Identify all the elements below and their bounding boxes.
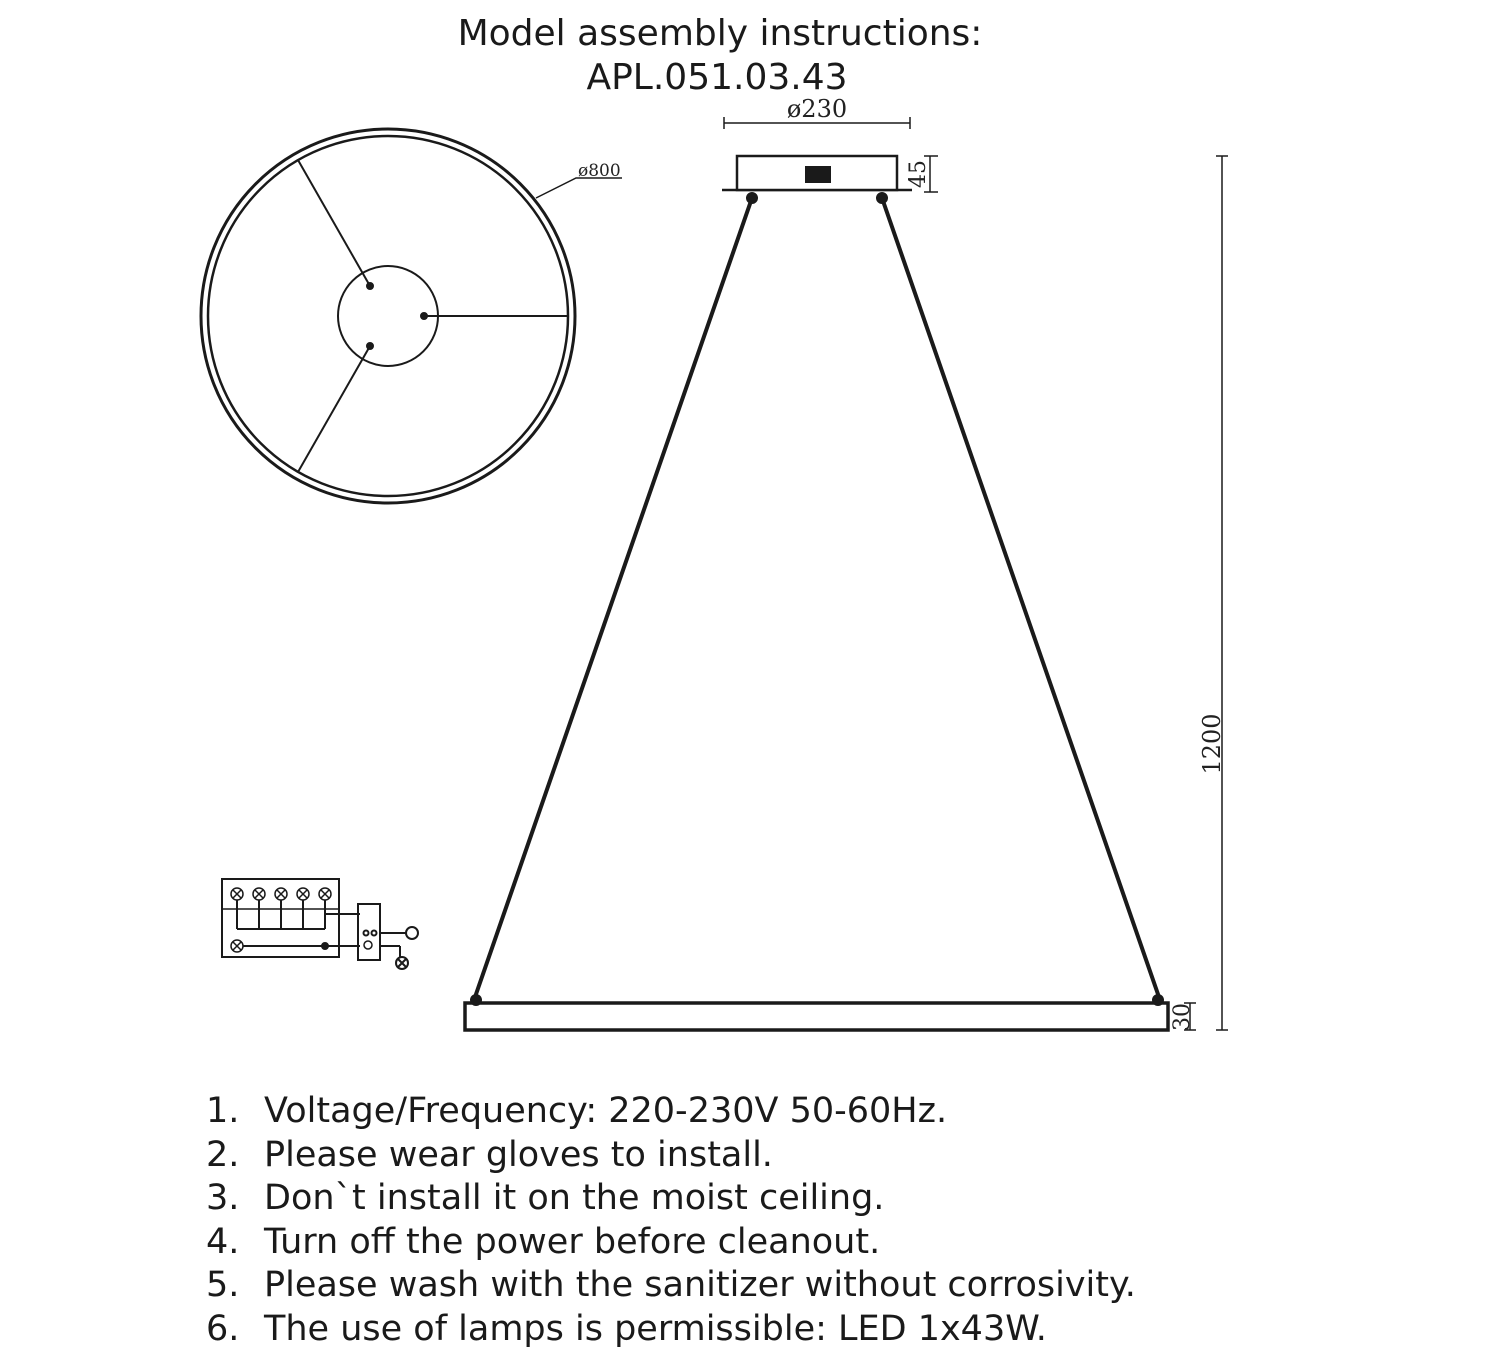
- list-item: [206, 1308, 1136, 1352]
- list-item: [206, 1134, 1136, 1178]
- list-item-number: 3.: [206, 1178, 240, 1218]
- ring-diameter-label: ø800: [578, 161, 621, 181]
- canopy-height-label: 45: [906, 160, 931, 188]
- list-item-number: 1.: [206, 1091, 240, 1131]
- list-item: [206, 1090, 1136, 1134]
- list-item-text: Please wash with the sanitizer without corrosivity.: [264, 1265, 1136, 1305]
- model-number: APL.051.03.43: [586, 57, 848, 98]
- list-item-number: 5.: [206, 1265, 240, 1305]
- height-dimension: [1184, 156, 1228, 1030]
- ring-thickness-label: 30: [1170, 1003, 1195, 1031]
- wiring-diagram: [222, 879, 418, 969]
- ring-side-view: [465, 1003, 1168, 1030]
- list-item-text: Turn off the power before cleanout.: [264, 1221, 881, 1262]
- list-item-text: Please wear gloves to install.: [264, 1134, 773, 1175]
- list-item-text: Voltage/Frequency: 220-230V 50-60Hz.: [264, 1091, 948, 1131]
- list-item-number: 2.: [206, 1134, 240, 1175]
- list-item: [206, 1264, 1136, 1308]
- list-item-number: 4.: [206, 1221, 240, 1262]
- list-item-text: The use of lamps is permissible: LED 1x43W.: [264, 1308, 1047, 1349]
- list-item: [206, 1221, 1136, 1265]
- instructions-list: [206, 1090, 1136, 1351]
- page-title: Model assembly instructions:: [457, 13, 983, 54]
- canopy-diameter-label: ø230: [786, 95, 848, 123]
- list-item-text: Don`t install it on the moist ceiling.: [264, 1178, 885, 1218]
- total-height-label: 1200: [1198, 713, 1226, 775]
- list-item-number: 6.: [206, 1308, 240, 1349]
- list-item: [206, 1177, 1136, 1221]
- ring-top-view: [201, 129, 622, 503]
